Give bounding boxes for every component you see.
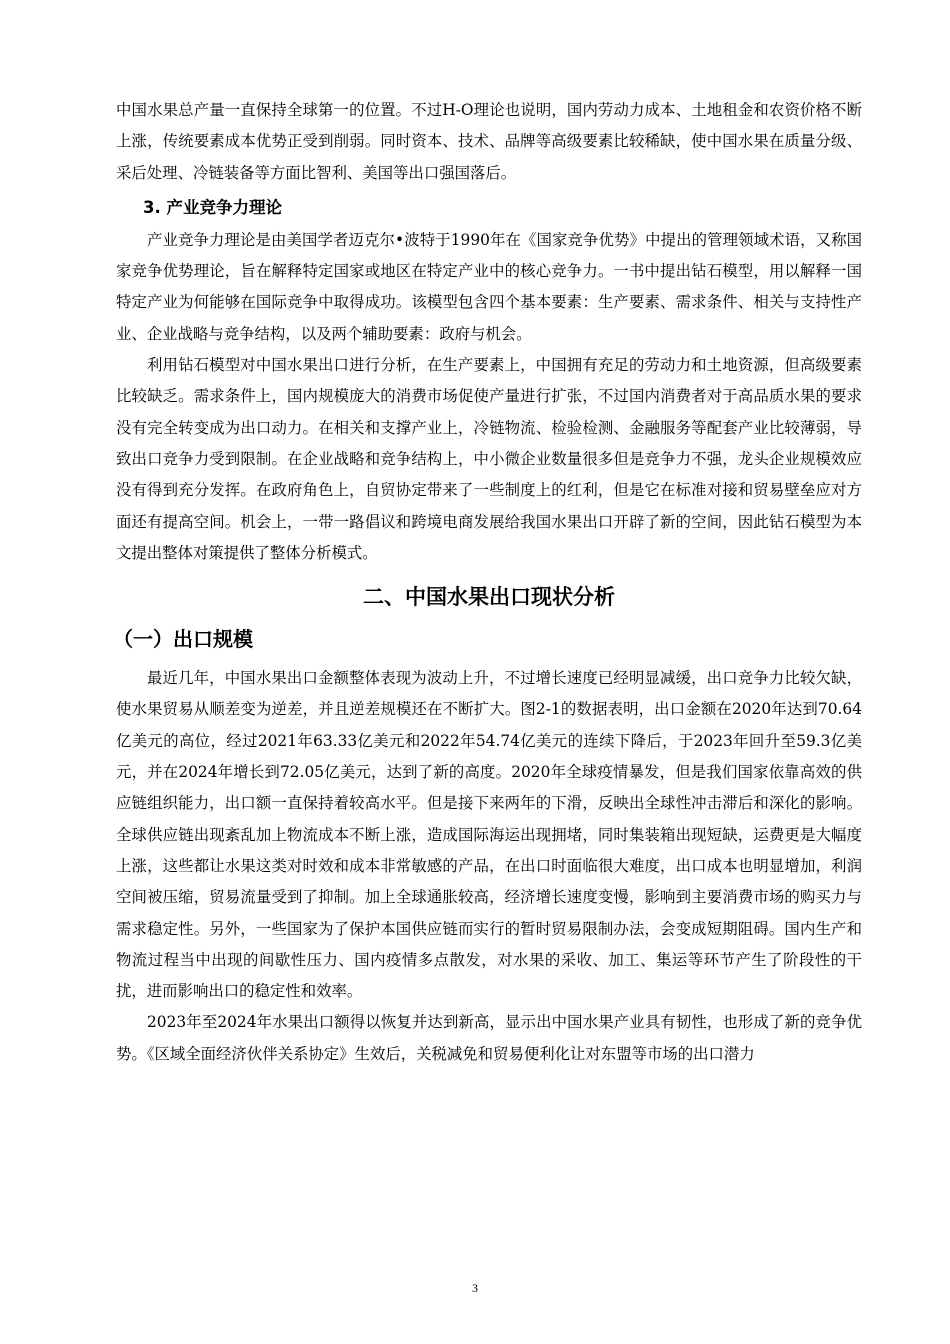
subheading-industry-competitiveness-theory: 3. 产业竞争力理论 xyxy=(143,197,282,217)
chapter-heading-export-status: 二、中国水果出口现状分析 xyxy=(363,585,615,610)
page-number: 3 xyxy=(472,1281,478,1295)
paragraph-hecksher-ohlin-continuation: 中国水果总产量一直保持全球第一的位置。不过H-O理论也说明，国内劳动力成本、土地租金和农资价格不断上涨，传统要素成本优势正受到削弱。同时资本、技术、品牌等高级要素比较稀缺，使中国水果在质量分级、采后处理、冷链装备等方面比智利、美国等出口强国落后。 xyxy=(116,101,862,182)
paragraph-diamond-model-analysis: 利用钻石模型对中国水果出口进行分析，在生产要素上，中国拥有充足的劳动力和土地资源，但高级要素比较缺乏。需求条件上，国内规模庞大的消费市场促使产量进行扩张，不过国内消费者对于高品质水果的要求没有完全转变成为出口动力。在相关和支撑产业上，冷链物流、检验检测、金融服务等配套产业比较薄弱，导致出口竞争力受到限制。在企业战略和竞争结构上，中小微企业数量很多但是竞争力不强，龙头企业规模效应没有得到充分发挥。在政府角色上，自贸协定带来了一些制度上的红利，但是它在标准对接和贸易壁垒应对方面还有提高空间。机会上，一带一路倡议和跨境电商发展给我国水果出口开辟了新的空间，因此钻石模型为本文提出整体对策提供了整体分析模式。 xyxy=(116,356,862,562)
paragraph-porter-theory: 产业竞争力理论是由美国学者迈克尔•波特于1990年在《国家竞争优势》中提出的管理领域术语，又称国家竞争优势理论，旨在解释特定国家或地区在特定产业中的核心竞争力。一书中提出钻石模型，用以解释一国特定产业为何能够在国际竞争中取得成功。该模型包含四个基本要素：生产要素、需求条件、相关与支持性产业、企业战略与竞争结构，以及两个辅助要素：政府与机会。 xyxy=(116,230,862,343)
paragraph-export-recovery: 2023年至2024年水果出口额得以恢复并达到新高，显示出中国水果产业具有韧性，也形成了新的竞争优势。《区域全面经济伙伴关系协定》生效后，关税减免和贸易便利化让对东盟等市场的出口潜力 xyxy=(116,1013,862,1063)
section-heading-export-scale: （一）出口规模 xyxy=(113,627,253,652)
page-content xyxy=(113,95,862,1070)
paragraph-export-scale: 最近几年，中国水果出口金额整体表现为波动上升，不过增长速度已经明显减缓，出口竞争力比较欠缺，使水果贸易从顺差变为逆差，并且逆差规模还在不断扩大。图2-1的数据表明，出口金额在2020年达到70.64亿美元的高位，经过2021年63.33亿美元和2022年54.74亿美元的连续下降后，于2023年回升至59.3亿美元，并在2024年增长到72.05亿美元，达到了新的高度。2020年全球疫情暴发，但是我们国家依靠高效的供应链组织能力，出口额一直保持着较高水平。但是接下来两年的下滑，反映出全球性冲击滞后和深化的影响。全球供应链出现紊乱加上物流成本不断上涨，造成国际海运出现拥堵，同时集装箱出现短缺，运费更是大幅度上涨，这些都让水果这类对时效和成本非常敏感的产品，在出口时面临很大难度，出口成本也明显增加，利润空间被压缩，贸易流量受到了抑制。加上全球通胀较高，经济增长速度变慢，影响到主要消费市场的购买力与需求稳定性。另外，一些国家为了保护本国供应链而实行的暂时贸易限制办法，会变成短期阻碍。国内生产和物流过程当中出现的间歇性压力、国内疫情多点散发，对水果的采收、加工、集运等环节产生了阶段性的干扰，进而影响出口的稳定性和效率。 xyxy=(116,669,862,1001)
